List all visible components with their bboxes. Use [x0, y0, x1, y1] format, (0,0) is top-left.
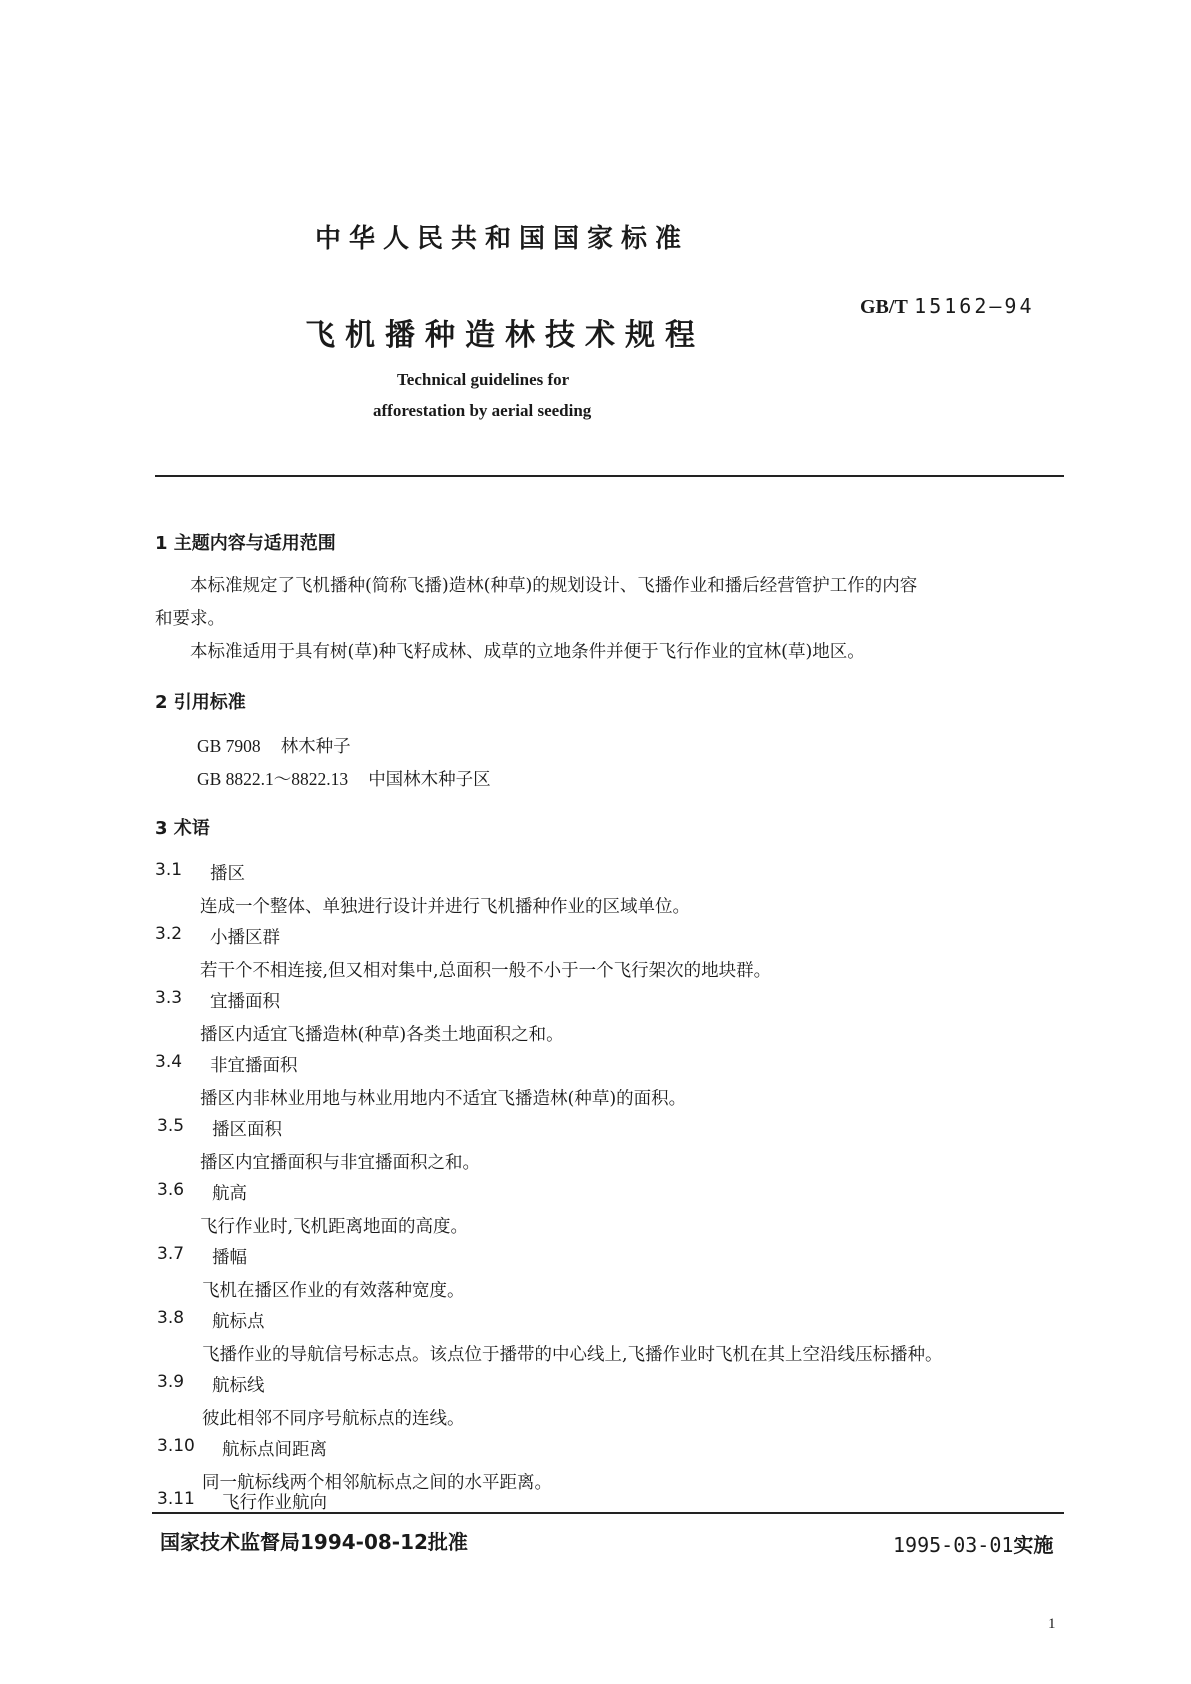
term-definition: 若干个不相连接,但又相对集中,总面积一般不小于一个飞行架次的地块群。 [200, 961, 772, 981]
term-name: 航标点 [212, 1312, 265, 1332]
term-name: 小播区群 [210, 928, 280, 948]
reference-code: GB 8822.1～8822.13 [197, 769, 349, 789]
reference-code: GB 7908 [197, 736, 261, 756]
term-number: 3.5 [157, 1116, 185, 1136]
reference-item [197, 766, 491, 791]
term-number: 3.11 [157, 1489, 195, 1509]
document-title-en-line1: Technical guidelines for [397, 370, 570, 389]
approval-statement: 国家技术监督局1994-08-12批准 [160, 1530, 468, 1554]
term-definition: 连成一个整体、单独进行设计并进行飞机播种作业的区域单位。 [200, 897, 690, 917]
term-definition: 飞播作业的导航信号标志点。该点位于播带的中心线上,飞播作业时飞机在其上空沿线压标播种。 [202, 1345, 943, 1365]
document-title-zh: 飞机播种造林技术规程 [305, 318, 705, 353]
term-name: 播区 [210, 864, 245, 884]
effective-label: 实施 [1013, 1533, 1054, 1557]
standard-code [860, 294, 1034, 319]
term-number: 3.4 [155, 1052, 183, 1072]
reference-title: 林木种子 [280, 737, 351, 757]
term-number: 3.8 [157, 1308, 185, 1328]
term-number: 3.7 [157, 1244, 185, 1264]
term-name: 航高 [212, 1184, 247, 1204]
term-number: 3.2 [155, 924, 183, 944]
reference-item [197, 733, 351, 758]
section-2-heading: 2 引用标准 [155, 692, 246, 713]
term-number: 3.6 [157, 1180, 185, 1200]
header-divider [155, 475, 1064, 477]
term-name: 航标线 [212, 1376, 265, 1396]
standard-code-prefix: GB/T [860, 296, 908, 318]
section-1-para2: 本标准适用于具有树(草)种飞籽成林、成草的立地条件并便于飞行作业的宜林(草)地区。 [190, 642, 865, 662]
term-definition: 播区内宜播面积与非宜播面积之和。 [200, 1153, 480, 1173]
term-definition: 飞机在播区作业的有效落种宽度。 [202, 1281, 465, 1301]
national-standard-heading: 中华人民共和国国家标准 [315, 224, 690, 254]
term-number: 3.9 [157, 1372, 185, 1392]
standard-code-number: 15162—94 [914, 294, 1035, 318]
section-3-heading: 3 术语 [155, 818, 210, 839]
term-definition: 播区内适宜飞播造林(种草)各类土地面积之和。 [200, 1025, 564, 1045]
term-definition: 彼此相邻不同序号航标点的连线。 [202, 1409, 465, 1429]
document-title-en-line2: afforestation by aerial seeding [373, 401, 592, 420]
term-name: 播区面积 [212, 1120, 282, 1140]
term-definition: 播区内非林业用地与林业用地内不适宜飞播造林(种草)的面积。 [200, 1089, 687, 1109]
term-name: 宜播面积 [210, 992, 280, 1012]
term-name: 播幅 [212, 1248, 247, 1268]
section-1-para1-line1: 本标准规定了飞机播种(简称飞播)造林(种草)的规划设计、飞播作业和播后经营管护工作的内容 [190, 576, 918, 596]
term-number: 3.3 [155, 988, 183, 1008]
reference-title: 中国林木种子区 [368, 770, 491, 790]
footer-divider [152, 1512, 1064, 1514]
term-definition: 飞行作业时,飞机距离地面的高度。 [200, 1217, 469, 1237]
term-number: 3.10 [157, 1436, 195, 1456]
effective-date: 1995-03-01 [893, 1533, 1014, 1557]
page-number: 1 [1048, 1616, 1056, 1632]
term-number: 3.1 [155, 860, 183, 880]
section-1-heading: 1 主题内容与适用范围 [155, 533, 336, 554]
term-definition: 同一航标线两个相邻航标点之间的水平距离。 [202, 1473, 552, 1493]
term-name: 航标点间距离 [222, 1440, 327, 1460]
term-name: 非宜播面积 [210, 1056, 298, 1076]
term-name: 飞行作业航向 [222, 1493, 327, 1513]
effective-statement [893, 1529, 1053, 1558]
section-1-para1-line2: 和要求。 [155, 609, 225, 629]
